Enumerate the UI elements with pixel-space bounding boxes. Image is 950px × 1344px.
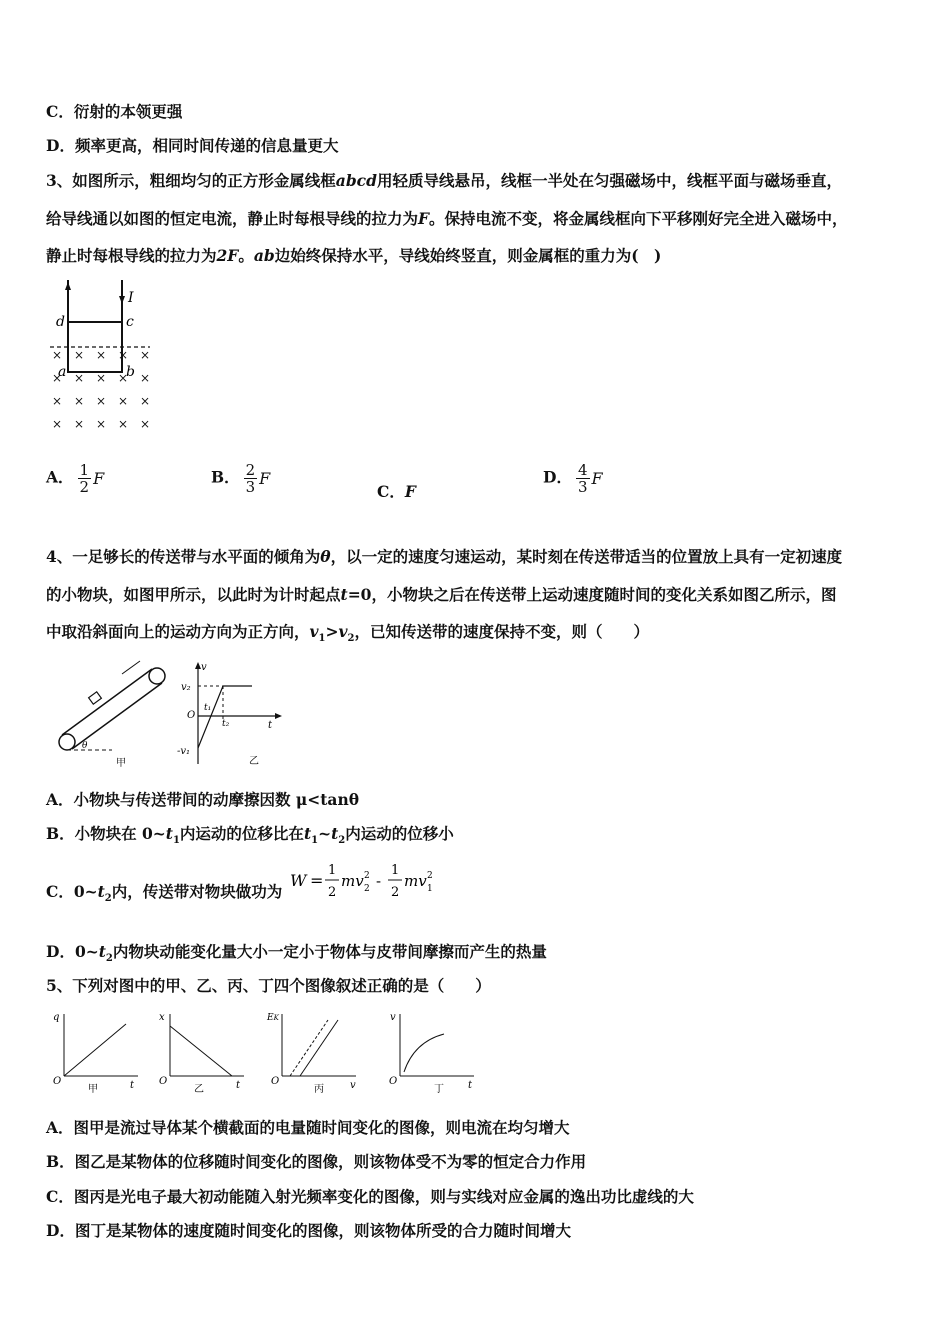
svg-text:2: 2: [364, 884, 370, 894]
q4-vt-t2: t₂: [222, 719, 230, 729]
svg-text:EK: EK: [267, 1013, 279, 1023]
q4-caption-yi: 乙: [249, 756, 259, 767]
svg-text:2: 2: [391, 885, 400, 900]
svg-text:v: v: [350, 1080, 356, 1091]
q4-vt-t: t: [268, 720, 273, 731]
field-cross: ×: [118, 371, 129, 385]
svg-text:1: 1: [328, 863, 337, 878]
field-cross: ×: [96, 348, 107, 362]
svg-text:t: t: [236, 1080, 241, 1091]
q4-option-a: A．小物块与传送带间的动摩擦因数 μ<tanθ: [46, 790, 360, 809]
q4-figure-conveyor: [52, 660, 177, 770]
field-cross: ×: [74, 371, 85, 385]
q5-graph-jia: [48, 1008, 148, 1098]
q2-option-d: D．频率更高，相同时间传递的信息量更大: [46, 136, 339, 155]
field-cross: ×: [96, 417, 107, 431]
q4-stem-line3: 中取沿斜面向上的运动方向为正方向，$v_1>v_2$，已知传送带的速度保持不变，则（ ）: [46, 622, 649, 645]
svg-text:O: O: [159, 1076, 168, 1087]
field-cross: ×: [52, 394, 63, 408]
svg-text:t: t: [468, 1080, 473, 1091]
field-cross: ×: [52, 417, 63, 431]
svg-text:-: -: [376, 872, 382, 890]
q4-vt-minus-v1: -v₁: [177, 746, 191, 757]
q3-label-I: I: [128, 290, 134, 306]
field-cross: ×: [118, 348, 129, 362]
q4-figure-vt-graph: [176, 660, 286, 770]
field-cross: ×: [74, 394, 85, 408]
svg-text:q: q: [53, 1012, 60, 1023]
svg-text:t: t: [130, 1080, 135, 1091]
q3-stem-line3: 静止时每根导线的拉力为2F。ab边始终保持水平，导线始终竖直，则金属框的重力为( ): [46, 246, 662, 265]
q4-option-b: B．小物块在 $0\sim t_1$内运动的位移比在$t_1\sim t_2$内运动的位移小: [46, 824, 454, 847]
q5-caption-jia: 甲: [88, 1084, 98, 1095]
svg-text:2: 2: [364, 871, 370, 881]
svg-text:W: W: [290, 871, 307, 890]
q4-theta-label: θ: [82, 741, 88, 751]
q4-vt-v2: v₂: [181, 682, 191, 693]
field-cross: ×: [52, 371, 63, 385]
q5-option-b: B．图乙是某物体的位移随时间变化的图像，则该物体受不为零的恒定合力作用: [46, 1152, 587, 1171]
q5-graph-bing: [266, 1008, 366, 1098]
q3-label-a: a: [58, 364, 67, 380]
field-cross: ×: [140, 371, 151, 385]
q4-option-d: D．$0\sim t_2$内物块动能变化量大小一定小于物体与皮带间摩擦而产生的热量: [46, 942, 547, 965]
q3-label-c: c: [126, 314, 134, 330]
q3-stem-line1: 3、如图所示，粗细均匀的正方形金属线框abcd用轻质导线悬吊，线框一半处在匀强磁场中，线框平面与磁场垂直，: [46, 171, 842, 190]
q3-label-b: b: [126, 364, 135, 380]
svg-text:1: 1: [427, 884, 433, 894]
field-cross: ×: [118, 417, 129, 431]
svg-text:mv: mv: [341, 872, 364, 890]
field-cross: ×: [74, 417, 85, 431]
field-cross: ×: [74, 348, 85, 362]
q4-option-c-formula: [288, 860, 438, 906]
q5-option-a: A．图甲是流过导体某个横截面的电量随时间变化的图像，则电流在均匀增大: [46, 1118, 570, 1137]
q4-caption-jia: 甲: [116, 758, 126, 769]
svg-text:v: v: [390, 1012, 396, 1023]
svg-text:O: O: [389, 1076, 398, 1087]
q5-graph-yi: [154, 1008, 254, 1098]
svg-text:mv: mv: [404, 872, 427, 890]
q5-option-d: D．图丁是某物体的速度随时间变化的图像，则该物体所受的合力随时间增大: [46, 1221, 571, 1240]
svg-text:x: x: [159, 1012, 165, 1023]
q5-caption-bing: 丙: [314, 1084, 324, 1095]
q5-option-c: C．图丙是光电子最大初动能随入射光频率变化的图像，则与实线对应金属的逸出功比虚线的大: [46, 1187, 694, 1206]
q4-option-c: C．$0\sim t_2$内，传送带对物块做功为: [46, 882, 283, 905]
q5-graph-ding: [384, 1008, 484, 1098]
q3-figure-wire-frame: [46, 280, 166, 440]
field-cross: ×: [52, 348, 63, 362]
svg-text:=: =: [310, 871, 324, 890]
q3-option-a: A． $\frac{1}{2}$ F: [46, 461, 105, 496]
q3-stem-line2: 给导线通以如图的恒定电流，静止时每根导线的拉力为F。保持电流不变，将金属线框向下平移刚好完全进入磁场中，: [46, 209, 848, 228]
svg-text:O: O: [271, 1076, 280, 1087]
field-cross: ×: [96, 394, 107, 408]
q3-option-d: D． $\frac{4}{3}$ F: [543, 461, 603, 496]
field-cross: ×: [140, 394, 151, 408]
field-cross: ×: [96, 371, 107, 385]
field-cross: ×: [140, 417, 151, 431]
q2-option-c: C．衍射的本领更强: [46, 102, 183, 121]
q4-vt-t1: t₁: [204, 703, 212, 713]
q3-label-d: d: [56, 314, 65, 330]
svg-text:2: 2: [328, 885, 337, 900]
q3-option-b: B． $\frac{2}{3}$ F: [211, 461, 271, 496]
svg-text:O: O: [53, 1076, 62, 1087]
svg-text:2: 2: [427, 871, 433, 881]
q4-vt-origin: O: [187, 710, 196, 721]
q5-stem: 5、下列对图中的甲、乙、丙、丁四个图像叙述正确的是（ ）: [46, 976, 491, 995]
q5-caption-yi: 乙: [194, 1084, 204, 1095]
svg-text:1: 1: [391, 863, 400, 878]
field-cross: ×: [118, 394, 129, 408]
q4-stem-line2: 的小物块，如图甲所示，以此时为计时起点t=0，小物块之后在传送带上运动速度随时间的变化关系如图乙所示，图: [46, 585, 837, 604]
q4-vt-v: v: [201, 662, 207, 673]
q4-stem-line1: 4、一足够长的传送带与水平面的倾角为θ，以一定的速度匀速运动，某时刻在传送带适当的位置放上具有一定初速度: [46, 547, 843, 566]
q3-option-c: C．F: [377, 482, 416, 501]
field-cross: ×: [140, 348, 151, 362]
q5-caption-ding: 丁: [434, 1084, 444, 1095]
